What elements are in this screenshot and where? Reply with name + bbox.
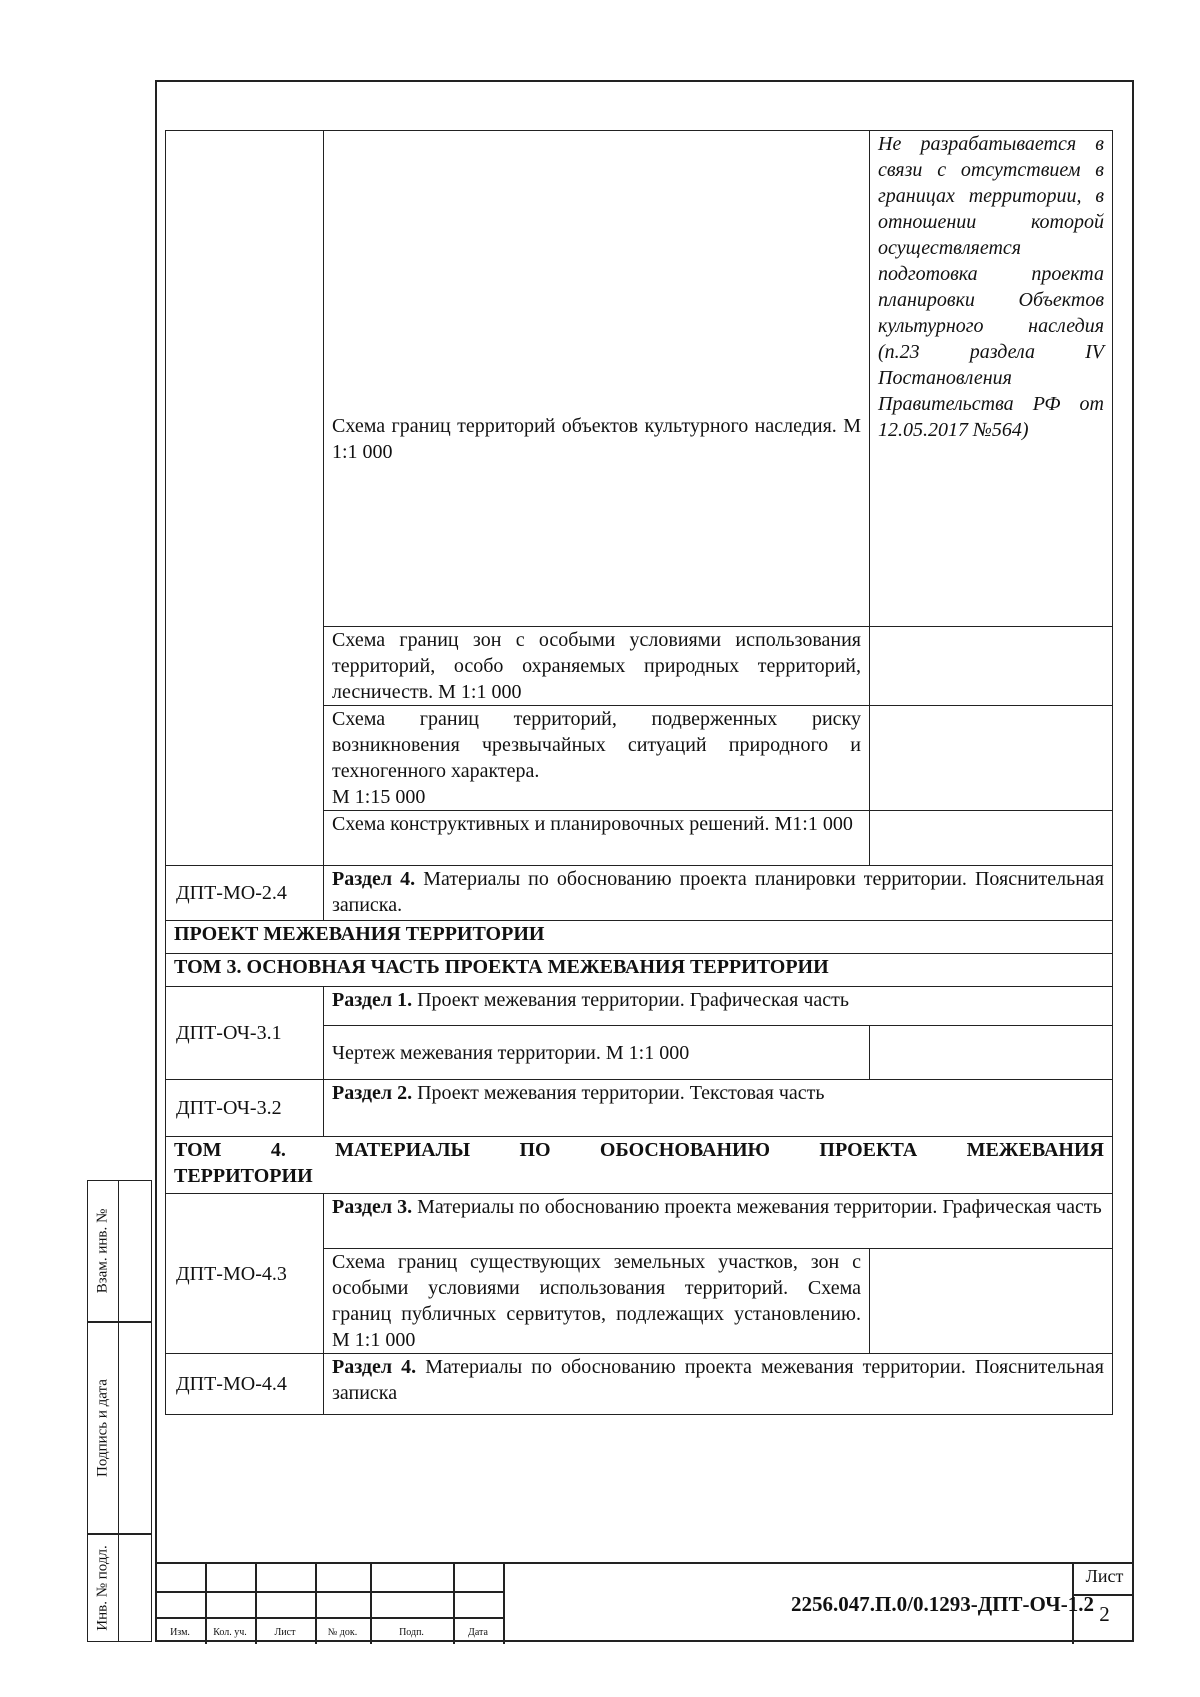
document-register-table bbox=[165, 130, 1113, 1415]
table-row bbox=[166, 866, 1113, 921]
row-note-empty bbox=[870, 706, 1113, 811]
tb-label-data: Дата bbox=[468, 1627, 488, 1638]
volume-heading: ТОМ 4. МАТЕРИАЛЫ ПО ОБОСНОВАНИЮ ПРОЕКТА МЕЖЕВАНИЯ ТЕРРИТОРИИ bbox=[166, 1137, 1113, 1194]
document-code: 2256.047.П.0/0.1293-ДПТ-ОЧ-1.2 bbox=[791, 1591, 1094, 1616]
tb-label-podp: Подп. bbox=[399, 1627, 424, 1638]
tb-label-list: Лист bbox=[274, 1627, 296, 1638]
row-note-empty bbox=[870, 811, 1113, 866]
stamp-inv bbox=[87, 1534, 152, 1642]
row-text: Схема границ территорий, подверженных риску возникновения чрезвычайных ситуаций природного и техногенного характера. М 1:15 000 bbox=[324, 706, 870, 811]
row-note-empty bbox=[870, 627, 1113, 706]
stamp-label: Подпись и дата bbox=[94, 1379, 111, 1477]
section-heading: ПРОЕКТ МЕЖЕВАНИЯ ТЕРРИТОРИИ bbox=[166, 921, 1113, 954]
tb-label-kol-uch: Кол. уч. bbox=[213, 1627, 247, 1638]
row-text: Раздел 2. Проект межевания территории. Текстовая часть bbox=[324, 1080, 1113, 1137]
row-text: Раздел 4. Материалы по обоснованию проекта планировки территории. Пояснительная записка. bbox=[324, 866, 1113, 921]
table-row bbox=[166, 987, 1113, 1026]
title-block bbox=[155, 1562, 1134, 1642]
table-row bbox=[166, 1137, 1113, 1194]
tb-label-izm: Изм. bbox=[170, 1627, 190, 1638]
row-text: Раздел 4. Материалы по обоснованию проекта межевания территории. Пояснительная записка bbox=[324, 1354, 1113, 1415]
row-text: Схема границ существующих земельных участков, зон с особыми условиями использования территорий. Схема границ публичных сервитутов, подлежащих установлению. М 1:1 000 bbox=[324, 1249, 870, 1354]
sheet-label: Лист bbox=[1085, 1566, 1124, 1586]
row-text: Раздел 3. Материалы по обоснованию проекта межевания территории. Графическая часть bbox=[324, 1194, 1113, 1249]
volume-heading: ТОМ 3. ОСНОВНАЯ ЧАСТЬ ПРОЕКТА МЕЖЕВАНИЯ ТЕРРИТОРИИ bbox=[166, 954, 1113, 987]
table-row bbox=[166, 921, 1113, 954]
stamp-signature-date bbox=[87, 1322, 152, 1534]
table-row bbox=[166, 954, 1113, 987]
row-note-empty bbox=[870, 1249, 1113, 1354]
stamp-vzam bbox=[87, 1180, 152, 1322]
row-text: Раздел 1. Проект межевания территории. Графическая часть bbox=[324, 987, 1113, 1026]
row-text: Чертеж межевания территории. М 1:1 000 bbox=[324, 1026, 870, 1080]
table-row bbox=[166, 1354, 1113, 1415]
table-row bbox=[166, 1080, 1113, 1137]
stamp-label: Взам. инв. № bbox=[94, 1208, 111, 1294]
sheet-number: 2 bbox=[1099, 1602, 1110, 1626]
row-note: Не разрабатывается в связи с отсутствием в границах территории, в отношении которой осуществляется подготовка проекта планировки Объектов культурного наследия (п.23 раздела IV Постановления Правительства РФ от 12.05.2017 №564) bbox=[870, 131, 1113, 627]
doc-code: ДПТ-ОЧ-3.1 bbox=[166, 987, 324, 1080]
tb-label-nom-dok: № док. bbox=[327, 1627, 358, 1638]
table-row bbox=[166, 1194, 1113, 1249]
doc-code: ДПТ-МО-2.4 bbox=[166, 866, 324, 921]
row-text: Схема конструктивных и планировочных решений. М1:1 000 bbox=[324, 811, 870, 866]
table-row bbox=[166, 131, 1113, 627]
stamp-label: Инв. № подл. bbox=[94, 1545, 111, 1631]
row-text: Схема границ территорий объектов культурного наследия. М 1:1 000 bbox=[324, 131, 870, 627]
doc-code: ДПТ-ОЧ-3.2 bbox=[166, 1080, 324, 1137]
doc-code: ДПТ-МО-4.4 bbox=[166, 1354, 324, 1415]
doc-code: ДПТ-МО-4.3 bbox=[166, 1194, 324, 1354]
row-text: Схема границ зон с особыми условиями использования территорий, особо охраняемых природных территорий, лесничеств. М 1:1 000 bbox=[324, 627, 870, 706]
row-note-empty bbox=[870, 1026, 1113, 1080]
code-cell-empty bbox=[166, 131, 324, 866]
